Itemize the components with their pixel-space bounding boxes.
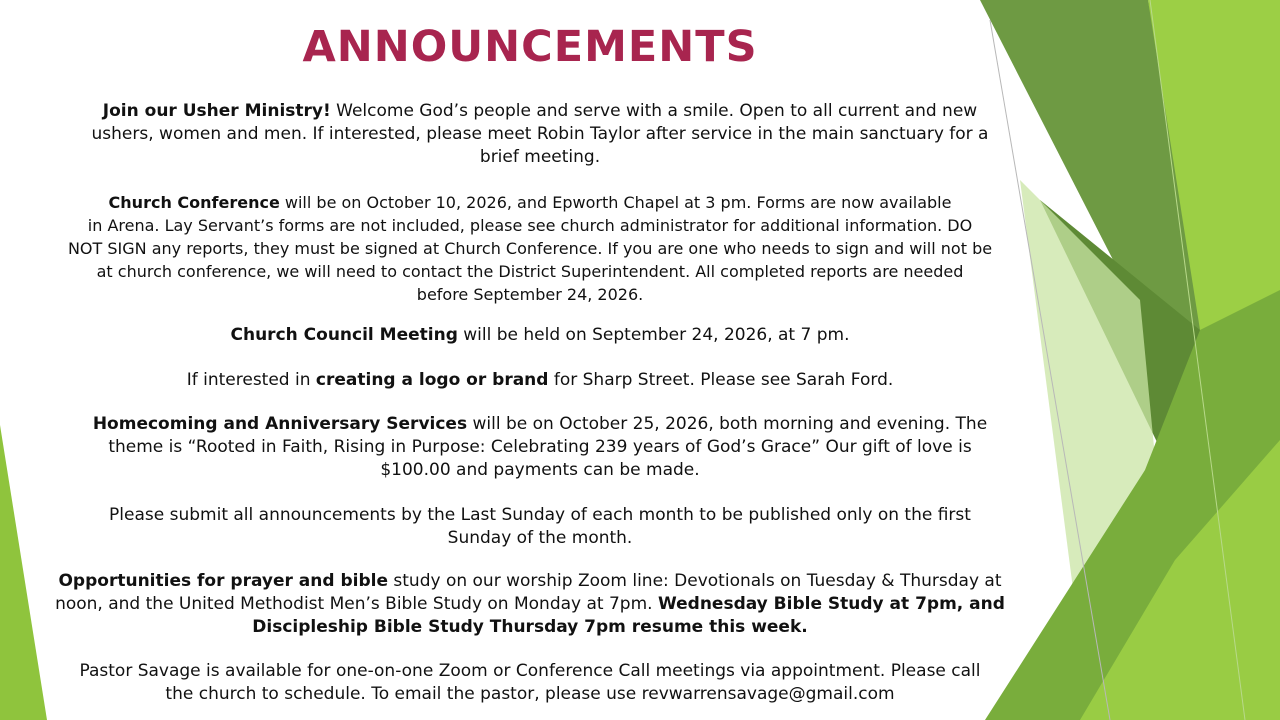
bold-text: Church Council Meeting [230,325,458,345]
text-segment: will be held on September 24, 2026, at 7 pm. [457,325,850,345]
text-line [40,504,1040,527]
usher-ministry-announcement [40,100,1040,169]
text-line [30,260,1030,283]
text-line [40,527,1040,550]
text-segment: in Arena. Lay Servant’s forms are not included, please see church administrator for additional information. DO [87,216,973,235]
text-line [40,123,1040,146]
text-line [30,683,1030,706]
text-line [40,413,1040,436]
text-line [30,191,1030,214]
bold-text: Wednesday Bible Study at 7pm, and [657,594,1005,614]
logo-brand-announcement [40,369,1040,392]
text-line [40,146,1040,169]
text-segment: ushers, women and men. If interested, please meet Robin Taylor after service in the main sanctuary for a [91,124,989,144]
submission-deadline-announcement [40,504,1040,550]
text-segment: for Sharp Street. Please see Sarah Ford. [548,370,894,390]
bold-text: Join our Usher Ministry! [102,101,331,121]
text-line [30,283,1030,306]
text-segment: theme is “Rooted in Faith, Rising in Purpose: Celebrating 239 years of God’s Grace” Our gift of love is [108,437,972,457]
text-line [40,459,1040,482]
bold-text: Church Conference [108,193,280,212]
text-segment: Welcome God’s people and serve with a smile. Open to all current and new [330,101,978,121]
text-line [40,324,1040,347]
text-segment: Pastor Savage is available for one-on-one Zoom or Conference Call meetings via appointment. Please call [79,661,981,681]
text-line [40,436,1040,459]
text-line [30,237,1030,260]
text-segment: NOT SIGN any reports, they must be signed at Church Conference. If you are one who needs to sign and will not be [67,239,993,258]
bold-text: creating a logo or brand [315,370,549,390]
text-segment: before September 24, 2026. [416,285,644,304]
text-segment: noon, and the United Methodist Men’s Bible Study on Monday at 7pm. [55,594,658,614]
homecoming-announcement [40,413,1040,482]
text-line [30,570,1030,593]
text-segment: $100.00 and payments can be made. [380,460,700,480]
text-segment: Sunday of the month. [447,528,633,548]
bold-text: Discipleship Bible Study Thursday 7pm resume this week. [252,617,808,637]
bold-text: Homecoming and Anniversary Services [92,414,468,434]
text-segment: the church to schedule. To email the pastor, please use revwarrensavage@gmail.com [165,684,895,704]
pastor-contact-announcement [30,660,1030,706]
text-segment: brief meeting. [479,147,601,167]
text-line [30,660,1030,683]
church-conference-announcement [30,191,1030,306]
text-segment: If interested in [186,370,316,390]
text-line [30,214,1030,237]
text-segment: study on our worship Zoom line: Devotionals on Tuesday & Thursday at [388,571,1002,591]
bold-text: Opportunities for prayer and bible [58,571,388,591]
church-council-announcement [40,324,1040,347]
text-segment: Please submit all announcements by the Last Sunday of each month to be published only on the first [109,505,971,525]
text-segment: at church conference, we will need to contact the District Superintendent. All completed reports are needed [96,262,964,281]
text-segment: will be on October 25, 2026, both morning and evening. The [467,414,988,434]
text-line [30,616,1030,639]
text-line [40,369,1040,392]
text-segment: will be on October 10, 2026, and Epworth Chapel at 3 pm. Forms are now available [279,193,952,212]
text-line [40,100,1040,123]
prayer-bible-study-announcement [30,570,1030,639]
text-line [30,593,1030,616]
slide-title: ANNOUNCEMENTS [302,22,758,72]
